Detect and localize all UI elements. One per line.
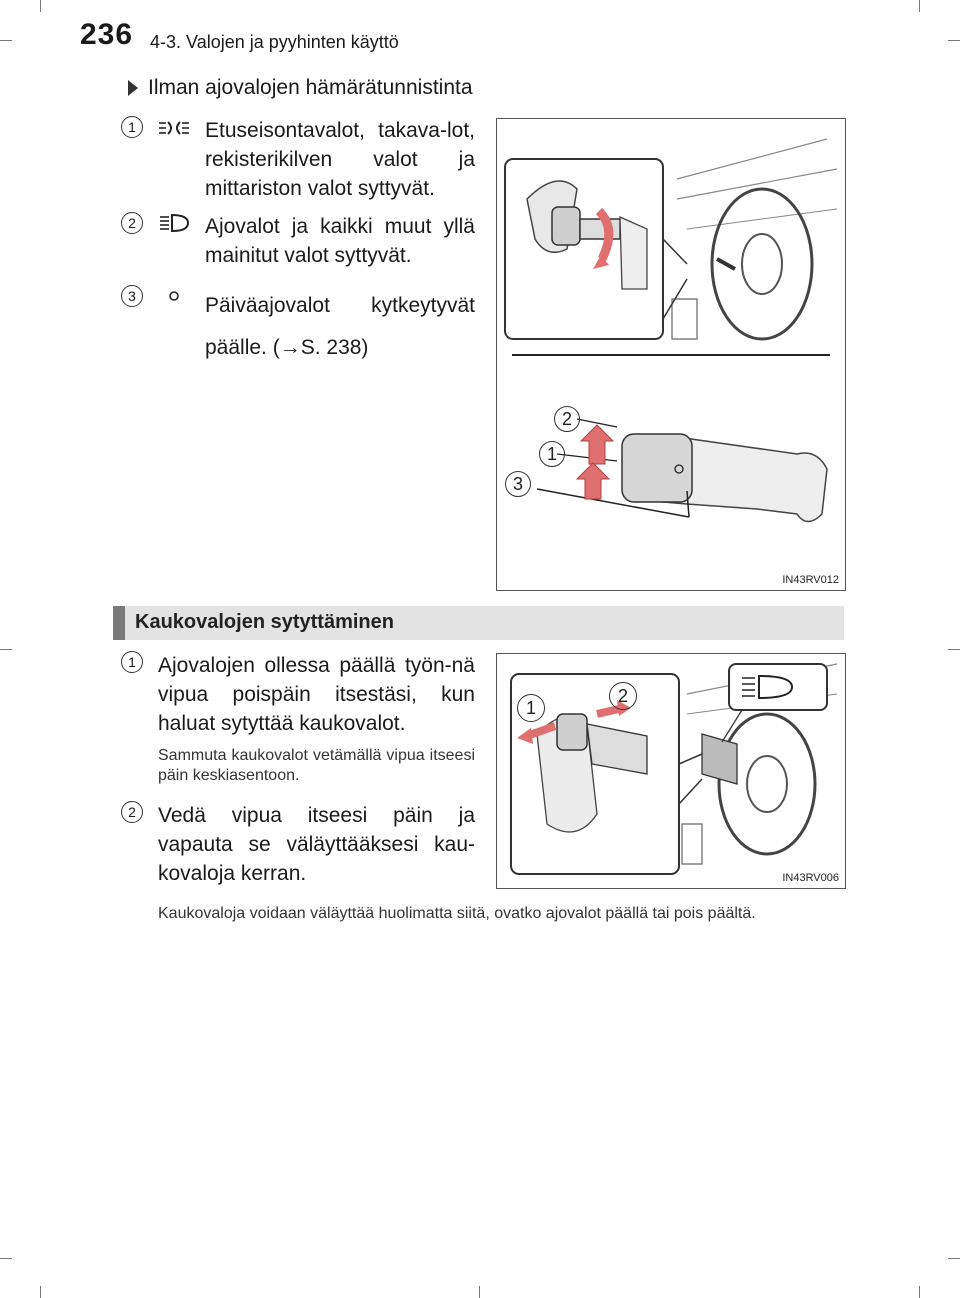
- section-bar-title: Kaukovalojen sytyttäminen: [135, 611, 394, 633]
- crop-mark: [0, 1258, 12, 1259]
- item-number: 2: [121, 212, 143, 234]
- dashboard-illustration: [497, 654, 845, 888]
- crop-mark: [479, 1286, 480, 1298]
- figure-label: 2: [554, 406, 580, 432]
- item-number: 1: [121, 116, 143, 138]
- item-text: Vedä vipua itseesi päin ja vapauta se väläyttääksesi kau-kovaloja kerran.: [158, 804, 475, 885]
- crop-mark: [0, 40, 12, 41]
- item-number: 1: [121, 651, 143, 673]
- off-circle-icon: [168, 290, 180, 302]
- lever-illustration-top: [496, 118, 846, 591]
- footer-note: Kaukovaloja voidaan väläyttää huolimatta siitä, ovatko ajovalot päällä tai pois päältä.: [158, 905, 756, 922]
- triangle-bullet-icon: [128, 80, 138, 96]
- dashboard-illustration: [497, 119, 845, 590]
- item-number: 3: [121, 285, 143, 307]
- crop-mark: [40, 0, 41, 12]
- figure-label: 2: [609, 682, 637, 710]
- figure-code: IN43RV012: [782, 574, 839, 586]
- item-number: 2: [121, 801, 143, 823]
- crop-mark: [40, 1286, 41, 1298]
- section-bar: [113, 606, 844, 640]
- crop-mark: [919, 0, 920, 12]
- crop-mark: [919, 1286, 920, 1298]
- position-lights-icon: [158, 118, 190, 138]
- item-text: Ajovalot ja kaikki muut yllä mainitut valot syttyvät.: [205, 215, 475, 267]
- figure-code: IN43RV006: [782, 872, 839, 884]
- crop-mark: [948, 1258, 960, 1259]
- item-note: Sammuta kaukovalot vetämällä vipua itseesi päin keskiasentoon.: [158, 747, 475, 784]
- figure-label: 1: [517, 694, 545, 722]
- page-number: 236: [80, 18, 134, 51]
- crop-mark: [948, 649, 960, 650]
- item-text: Päiväajovalot kytkeytyvät päälle. (→S. 238): [205, 294, 475, 359]
- section-title: 4-3. Valojen ja pyyhinten käyttö: [150, 32, 399, 52]
- figure-label: 1: [539, 441, 565, 467]
- item-text: Ajovalojen ollessa päällä työn-nä vipua poispäin itsestäsi, kun haluat sytyttää kaukovalot.: [158, 654, 475, 735]
- crop-mark: [948, 40, 960, 41]
- subheading: [128, 76, 473, 100]
- lever-illustration-bottom: [496, 653, 846, 889]
- headlight-icon: [158, 212, 190, 234]
- figure-label: 3: [505, 471, 531, 497]
- crop-mark: [0, 649, 12, 650]
- item-text: Etuseisontavalot, takava-lot, rekisterikilven valot ja mittariston valot syttyvät.: [205, 119, 475, 200]
- subheading-text: Ilman ajovalojen hämärätunnistinta: [148, 76, 473, 99]
